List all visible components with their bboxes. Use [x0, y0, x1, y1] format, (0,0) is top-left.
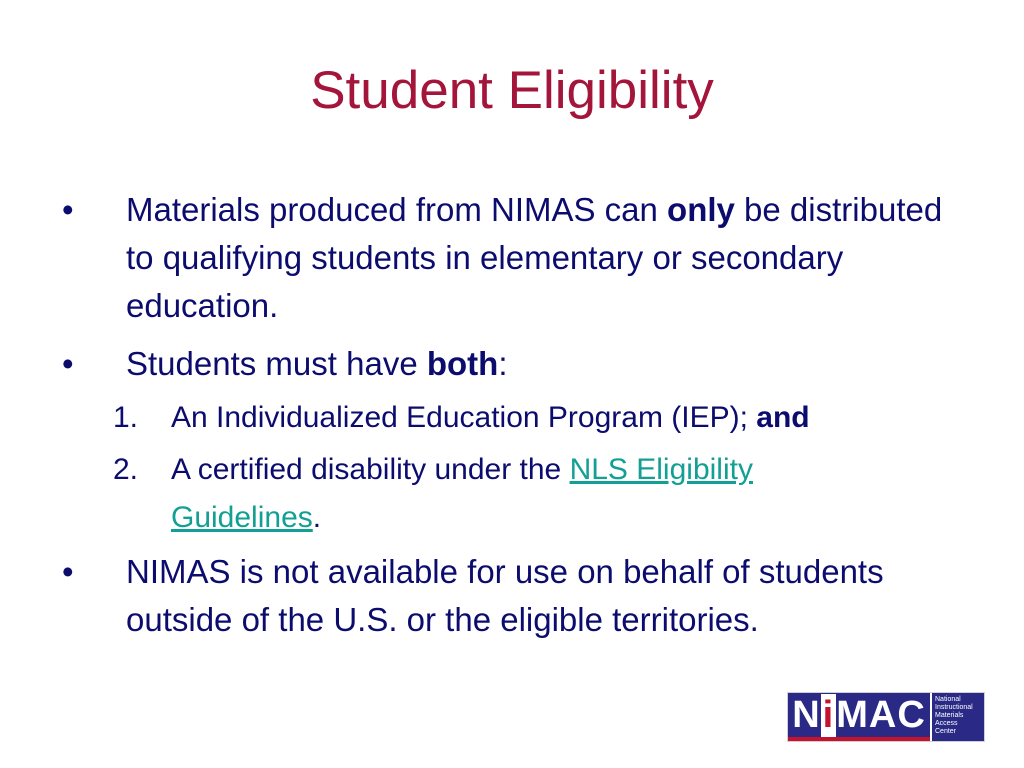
logo-caption-line: Access [935, 720, 958, 727]
logo-caption-line: Instructional [935, 704, 973, 711]
bullet-mark: • [62, 553, 74, 590]
bullet-text-part: Students must have [126, 345, 427, 382]
logo-letters: MAC [836, 693, 926, 736]
bullet-text [126, 340, 966, 388]
nimac-logo-caption [930, 693, 984, 741]
bullet-text-part: be distributed to qualifying students in elementary or secondary education. [126, 191, 943, 324]
logo-letter: N [792, 693, 821, 736]
numbered-text [171, 446, 911, 542]
bullet-text: NIMAS is not available for use on behalf of students outside of the U.S. or the eligible territories. [126, 553, 884, 638]
nimac-wordmark [788, 693, 930, 741]
numbered-mark: 1. [113, 401, 139, 434]
logo-caption-line: National [935, 696, 961, 703]
bullet-text-part: Materials produced from NIMAS can [126, 191, 668, 228]
numbered-text-part: A certified disability under the [171, 453, 570, 486]
bullet-mark: • [62, 345, 74, 382]
slide-title: Student Eligibility [310, 61, 714, 120]
logo-caption-line: Center [935, 728, 957, 735]
logo-caption-line: Materials [935, 712, 964, 719]
bullet-text [126, 186, 966, 330]
bullet-text-bold: only [667, 191, 735, 228]
numbered-mark: 2. [113, 453, 139, 486]
logo-letter-accent: i [822, 693, 835, 736]
numbered-text [171, 394, 971, 442]
bullet-text-part: : [498, 345, 508, 382]
nimac-logo [787, 692, 985, 742]
bullet-text-bold: both [426, 345, 499, 382]
numbered-text-part: An Individualized Education Program (IEP); [171, 401, 757, 434]
nls-eligibility-guidelines-link[interactable]: NLS Eligibility Guidelines [171, 453, 753, 534]
bullet-mark: • [62, 191, 74, 228]
numbered-text-part: . [312, 501, 322, 534]
numbered-text-bold: and [756, 401, 810, 434]
